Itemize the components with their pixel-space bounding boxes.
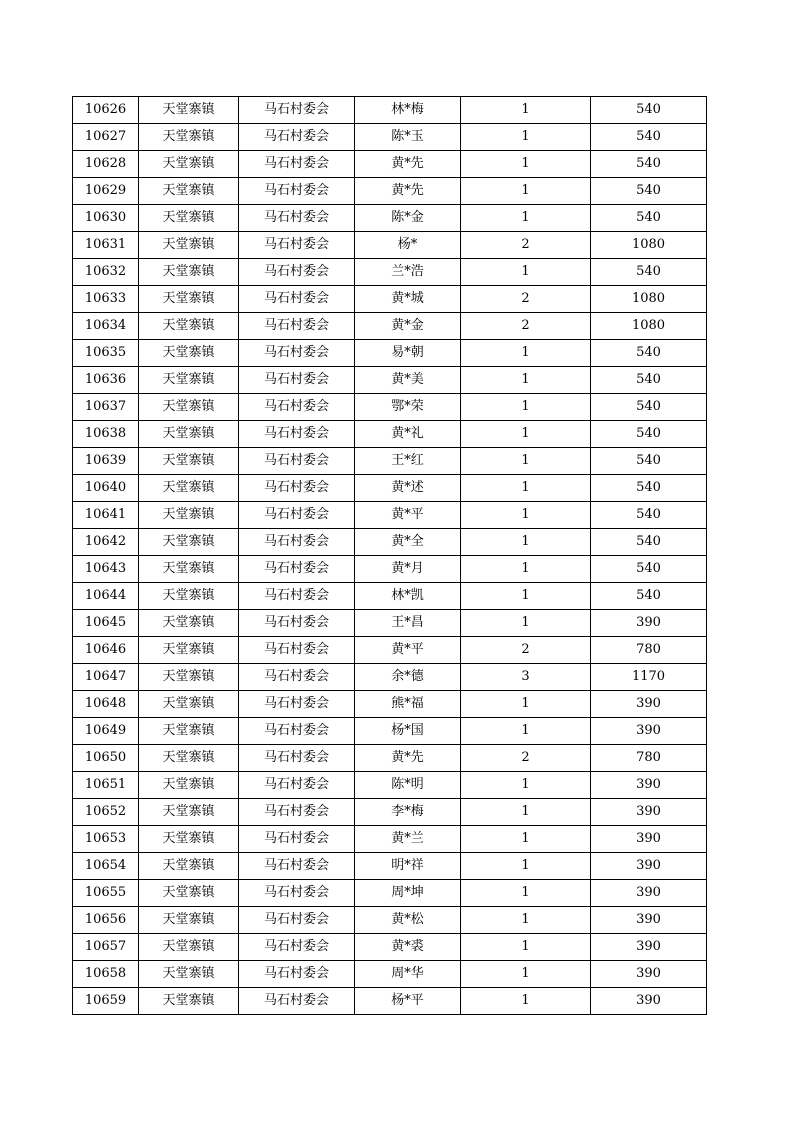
- record-id-cell: 10645: [73, 610, 139, 637]
- table-row: [73, 421, 707, 448]
- town-cell: 天堂寨镇: [139, 826, 239, 853]
- name-cell: 黄*全: [355, 529, 461, 556]
- town-cell: 天堂寨镇: [139, 988, 239, 1015]
- village-committee-cell: 马石村委会: [239, 826, 355, 853]
- town-cell: 天堂寨镇: [139, 529, 239, 556]
- count-cell: 2: [461, 637, 591, 664]
- amount-cell: 540: [591, 367, 707, 394]
- table-row: [73, 151, 707, 178]
- table-row: [73, 718, 707, 745]
- amount-cell: 390: [591, 961, 707, 988]
- count-cell: 1: [461, 502, 591, 529]
- town-cell: 天堂寨镇: [139, 205, 239, 232]
- village-committee-cell: 马石村委会: [239, 340, 355, 367]
- village-committee-cell: 马石村委会: [239, 583, 355, 610]
- name-cell: 黄*松: [355, 907, 461, 934]
- table-row: [73, 313, 707, 340]
- count-cell: 1: [461, 934, 591, 961]
- amount-cell: 390: [591, 907, 707, 934]
- amount-cell: 1170: [591, 664, 707, 691]
- count-cell: 1: [461, 421, 591, 448]
- record-id-cell: 10656: [73, 907, 139, 934]
- amount-cell: 780: [591, 637, 707, 664]
- village-committee-cell: 马石村委会: [239, 799, 355, 826]
- count-cell: 1: [461, 610, 591, 637]
- amount-cell: 540: [591, 475, 707, 502]
- record-id-cell: 10644: [73, 583, 139, 610]
- name-cell: 陈*明: [355, 772, 461, 799]
- count-cell: 1: [461, 880, 591, 907]
- table-row: [73, 637, 707, 664]
- village-committee-cell: 马石村委会: [239, 853, 355, 880]
- name-cell: 黄*金: [355, 313, 461, 340]
- town-cell: 天堂寨镇: [139, 691, 239, 718]
- table-row: [73, 664, 707, 691]
- name-cell: 明*祥: [355, 853, 461, 880]
- record-id-cell: 10632: [73, 259, 139, 286]
- town-cell: 天堂寨镇: [139, 718, 239, 745]
- amount-cell: 390: [591, 772, 707, 799]
- table-row: [73, 97, 707, 124]
- village-committee-cell: 马石村委会: [239, 124, 355, 151]
- count-cell: 1: [461, 178, 591, 205]
- town-cell: 天堂寨镇: [139, 259, 239, 286]
- name-cell: 黄*兰: [355, 826, 461, 853]
- count-cell: 1: [461, 529, 591, 556]
- village-committee-cell: 马石村委会: [239, 745, 355, 772]
- table-row: [73, 475, 707, 502]
- record-id-cell: 10649: [73, 718, 139, 745]
- count-cell: 2: [461, 745, 591, 772]
- town-cell: 天堂寨镇: [139, 124, 239, 151]
- table-row: [73, 259, 707, 286]
- table-row: [73, 988, 707, 1015]
- record-id-cell: 10634: [73, 313, 139, 340]
- amount-cell: 540: [591, 421, 707, 448]
- amount-cell: 540: [591, 97, 707, 124]
- name-cell: 黄*平: [355, 637, 461, 664]
- amount-cell: 540: [591, 583, 707, 610]
- name-cell: 黄*先: [355, 178, 461, 205]
- village-committee-cell: 马石村委会: [239, 691, 355, 718]
- village-committee-cell: 马石村委会: [239, 151, 355, 178]
- town-cell: 天堂寨镇: [139, 637, 239, 664]
- table-row: [73, 286, 707, 313]
- count-cell: 3: [461, 664, 591, 691]
- amount-cell: 1080: [591, 286, 707, 313]
- name-cell: 黄*美: [355, 367, 461, 394]
- amount-cell: 540: [591, 151, 707, 178]
- table-row: [73, 556, 707, 583]
- count-cell: 1: [461, 340, 591, 367]
- name-cell: 林*凯: [355, 583, 461, 610]
- record-id-cell: 10648: [73, 691, 139, 718]
- record-id-cell: 10646: [73, 637, 139, 664]
- table-row: [73, 880, 707, 907]
- village-committee-cell: 马石村委会: [239, 232, 355, 259]
- amount-cell: 540: [591, 178, 707, 205]
- table-row: [73, 826, 707, 853]
- town-cell: 天堂寨镇: [139, 772, 239, 799]
- amount-cell: 390: [591, 880, 707, 907]
- name-cell: 兰*浩: [355, 259, 461, 286]
- table-row: [73, 448, 707, 475]
- table-row: [73, 610, 707, 637]
- amount-cell: 390: [591, 799, 707, 826]
- amount-cell: 540: [591, 448, 707, 475]
- name-cell: 杨*平: [355, 988, 461, 1015]
- name-cell: 黄*礼: [355, 421, 461, 448]
- table-row: [73, 178, 707, 205]
- amount-cell: 390: [591, 934, 707, 961]
- town-cell: 天堂寨镇: [139, 178, 239, 205]
- name-cell: 李*梅: [355, 799, 461, 826]
- record-id-cell: 10655: [73, 880, 139, 907]
- record-id-cell: 10653: [73, 826, 139, 853]
- name-cell: 林*梅: [355, 97, 461, 124]
- amount-cell: 390: [591, 610, 707, 637]
- town-cell: 天堂寨镇: [139, 610, 239, 637]
- village-committee-cell: 马石村委会: [239, 718, 355, 745]
- amount-cell: 390: [591, 853, 707, 880]
- count-cell: 1: [461, 556, 591, 583]
- count-cell: 1: [461, 124, 591, 151]
- record-id-cell: 10628: [73, 151, 139, 178]
- record-id-cell: 10647: [73, 664, 139, 691]
- town-cell: 天堂寨镇: [139, 745, 239, 772]
- village-committee-cell: 马石村委会: [239, 988, 355, 1015]
- table-row: [73, 853, 707, 880]
- village-committee-cell: 马石村委会: [239, 367, 355, 394]
- name-cell: 黄*先: [355, 745, 461, 772]
- record-id-cell: 10640: [73, 475, 139, 502]
- village-committee-cell: 马石村委会: [239, 178, 355, 205]
- table-row: [73, 502, 707, 529]
- data-table: [72, 96, 707, 1015]
- record-id-cell: 10657: [73, 934, 139, 961]
- table-row: [73, 691, 707, 718]
- amount-cell: 540: [591, 394, 707, 421]
- village-committee-cell: 马石村委会: [239, 97, 355, 124]
- record-id-cell: 10638: [73, 421, 139, 448]
- count-cell: 1: [461, 691, 591, 718]
- record-id-cell: 10652: [73, 799, 139, 826]
- record-id-cell: 10641: [73, 502, 139, 529]
- count-cell: 1: [461, 475, 591, 502]
- count-cell: 1: [461, 988, 591, 1015]
- count-cell: 1: [461, 367, 591, 394]
- name-cell: 杨*: [355, 232, 461, 259]
- count-cell: 2: [461, 313, 591, 340]
- table-row: [73, 772, 707, 799]
- count-cell: 2: [461, 286, 591, 313]
- table-row: [73, 205, 707, 232]
- amount-cell: 540: [591, 205, 707, 232]
- record-id-cell: 10631: [73, 232, 139, 259]
- town-cell: 天堂寨镇: [139, 448, 239, 475]
- count-cell: 1: [461, 772, 591, 799]
- amount-cell: 390: [591, 691, 707, 718]
- town-cell: 天堂寨镇: [139, 394, 239, 421]
- count-cell: 1: [461, 961, 591, 988]
- town-cell: 天堂寨镇: [139, 97, 239, 124]
- amount-cell: 540: [591, 556, 707, 583]
- table-row: [73, 907, 707, 934]
- record-id-cell: 10630: [73, 205, 139, 232]
- table-row: [73, 394, 707, 421]
- name-cell: 熊*福: [355, 691, 461, 718]
- town-cell: 天堂寨镇: [139, 313, 239, 340]
- record-id-cell: 10654: [73, 853, 139, 880]
- amount-cell: 1080: [591, 313, 707, 340]
- table-row: [73, 124, 707, 151]
- town-cell: 天堂寨镇: [139, 907, 239, 934]
- count-cell: 1: [461, 259, 591, 286]
- record-id-cell: 10639: [73, 448, 139, 475]
- count-cell: 1: [461, 151, 591, 178]
- name-cell: 黄*先: [355, 151, 461, 178]
- town-cell: 天堂寨镇: [139, 502, 239, 529]
- table-row: [73, 367, 707, 394]
- name-cell: 易*朝: [355, 340, 461, 367]
- count-cell: 1: [461, 394, 591, 421]
- village-committee-cell: 马石村委会: [239, 448, 355, 475]
- count-cell: 1: [461, 826, 591, 853]
- table-row: [73, 934, 707, 961]
- village-committee-cell: 马石村委会: [239, 313, 355, 340]
- record-id-cell: 10633: [73, 286, 139, 313]
- town-cell: 天堂寨镇: [139, 664, 239, 691]
- amount-cell: 780: [591, 745, 707, 772]
- amount-cell: 540: [591, 259, 707, 286]
- town-cell: 天堂寨镇: [139, 799, 239, 826]
- amount-cell: 390: [591, 718, 707, 745]
- name-cell: 周*坤: [355, 880, 461, 907]
- count-cell: 2: [461, 232, 591, 259]
- town-cell: 天堂寨镇: [139, 340, 239, 367]
- count-cell: 1: [461, 205, 591, 232]
- town-cell: 天堂寨镇: [139, 232, 239, 259]
- name-cell: 陈*玉: [355, 124, 461, 151]
- village-committee-cell: 马石村委会: [239, 556, 355, 583]
- name-cell: 余*德: [355, 664, 461, 691]
- village-committee-cell: 马石村委会: [239, 637, 355, 664]
- town-cell: 天堂寨镇: [139, 286, 239, 313]
- village-committee-cell: 马石村委会: [239, 664, 355, 691]
- table-row: [73, 232, 707, 259]
- village-committee-cell: 马石村委会: [239, 934, 355, 961]
- record-id-cell: 10643: [73, 556, 139, 583]
- record-id-cell: 10627: [73, 124, 139, 151]
- table-row: [73, 340, 707, 367]
- name-cell: 鄂*荣: [355, 394, 461, 421]
- village-committee-cell: 马石村委会: [239, 205, 355, 232]
- name-cell: 黄*城: [355, 286, 461, 313]
- village-committee-cell: 马石村委会: [239, 961, 355, 988]
- record-id-cell: 10659: [73, 988, 139, 1015]
- amount-cell: 390: [591, 826, 707, 853]
- town-cell: 天堂寨镇: [139, 583, 239, 610]
- name-cell: 黄*平: [355, 502, 461, 529]
- record-id-cell: 10626: [73, 97, 139, 124]
- count-cell: 1: [461, 799, 591, 826]
- name-cell: 黄*述: [355, 475, 461, 502]
- record-id-cell: 10635: [73, 340, 139, 367]
- count-cell: 1: [461, 907, 591, 934]
- village-committee-cell: 马石村委会: [239, 529, 355, 556]
- table-body: [73, 97, 707, 1015]
- town-cell: 天堂寨镇: [139, 475, 239, 502]
- table-row: [73, 745, 707, 772]
- village-committee-cell: 马石村委会: [239, 502, 355, 529]
- record-id-cell: 10650: [73, 745, 139, 772]
- table-row: [73, 799, 707, 826]
- village-committee-cell: 马石村委会: [239, 259, 355, 286]
- table-row: [73, 529, 707, 556]
- amount-cell: 390: [591, 988, 707, 1015]
- record-id-cell: 10637: [73, 394, 139, 421]
- amount-cell: 540: [591, 502, 707, 529]
- village-committee-cell: 马石村委会: [239, 907, 355, 934]
- amount-cell: 1080: [591, 232, 707, 259]
- name-cell: 王*昌: [355, 610, 461, 637]
- record-id-cell: 10651: [73, 772, 139, 799]
- name-cell: 陈*金: [355, 205, 461, 232]
- amount-cell: 540: [591, 124, 707, 151]
- count-cell: 1: [461, 853, 591, 880]
- town-cell: 天堂寨镇: [139, 961, 239, 988]
- village-committee-cell: 马石村委会: [239, 880, 355, 907]
- town-cell: 天堂寨镇: [139, 853, 239, 880]
- count-cell: 1: [461, 97, 591, 124]
- record-id-cell: 10658: [73, 961, 139, 988]
- table-row: [73, 961, 707, 988]
- town-cell: 天堂寨镇: [139, 421, 239, 448]
- village-committee-cell: 马石村委会: [239, 475, 355, 502]
- record-id-cell: 10629: [73, 178, 139, 205]
- count-cell: 1: [461, 583, 591, 610]
- table-row: [73, 583, 707, 610]
- name-cell: 黄*月: [355, 556, 461, 583]
- village-committee-cell: 马石村委会: [239, 286, 355, 313]
- record-id-cell: 10642: [73, 529, 139, 556]
- name-cell: 杨*国: [355, 718, 461, 745]
- village-committee-cell: 马石村委会: [239, 610, 355, 637]
- town-cell: 天堂寨镇: [139, 880, 239, 907]
- town-cell: 天堂寨镇: [139, 367, 239, 394]
- name-cell: 黄*裘: [355, 934, 461, 961]
- count-cell: 1: [461, 448, 591, 475]
- count-cell: 1: [461, 718, 591, 745]
- village-committee-cell: 马石村委会: [239, 394, 355, 421]
- record-id-cell: 10636: [73, 367, 139, 394]
- village-committee-cell: 马石村委会: [239, 421, 355, 448]
- name-cell: 王*红: [355, 448, 461, 475]
- amount-cell: 540: [591, 529, 707, 556]
- town-cell: 天堂寨镇: [139, 934, 239, 961]
- name-cell: 周*华: [355, 961, 461, 988]
- town-cell: 天堂寨镇: [139, 556, 239, 583]
- town-cell: 天堂寨镇: [139, 151, 239, 178]
- village-committee-cell: 马石村委会: [239, 772, 355, 799]
- amount-cell: 540: [591, 340, 707, 367]
